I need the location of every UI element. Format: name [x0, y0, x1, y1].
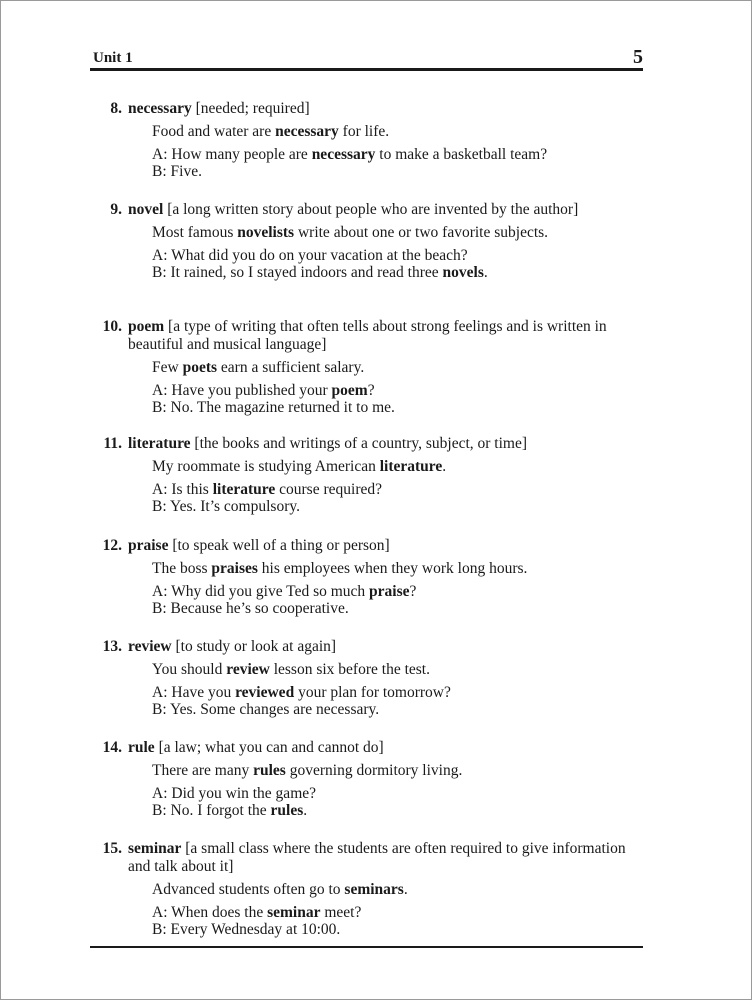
entry-definition: [a long written story about people who are invented by the author] — [167, 201, 579, 218]
entry-definition: [a type of writing that often tells about strong feelings and is written in beautiful and musical language] — [128, 318, 607, 353]
entry-number: 12. — [102, 537, 122, 554]
dialog-line-b: B: Yes. It’s compulsory. — [152, 498, 300, 515]
page-header — [90, 48, 643, 68]
dialog — [152, 583, 650, 617]
dialog-line-a: A: Have you reviewed your plan for tomorrow? — [152, 684, 451, 701]
example-sentence: There are many rules governing dormitory living. — [152, 762, 463, 779]
dialog-line-b: B: No. The magazine returned it to me. — [152, 399, 395, 416]
dialog-line-a: A: What did you do on your vacation at the beach? — [152, 247, 468, 264]
entry-word: seminar — [128, 840, 182, 857]
vocab-entry — [90, 739, 650, 819]
entry-definition: [needed; required] — [195, 100, 310, 117]
dialog-line-a: A: Did you win the game? — [152, 785, 317, 802]
vocab-entry — [90, 318, 650, 416]
entry-number: 9. — [110, 201, 122, 218]
entry-headline — [128, 638, 650, 656]
dialog-line-a: A: When does the seminar meet? — [152, 904, 362, 921]
dialog — [152, 146, 650, 180]
vocab-entry — [90, 840, 650, 938]
entry-definition: [a law; what you can and cannot do] — [158, 739, 384, 756]
entry-headline — [128, 435, 650, 453]
dialog-line-b: B: Five. — [152, 163, 202, 180]
entry-definition: [to study or look at again] — [175, 638, 337, 655]
dialog-line-a: A: Have you published your poem? — [152, 382, 375, 399]
entry-number: 15. — [102, 840, 122, 857]
example-sentence: Most famous novelists write about one or two favorite subjects. — [152, 224, 549, 241]
dialog-line-b: B: Because he’s so cooperative. — [152, 600, 349, 617]
example-sentence: You should review lesson six before the test. — [152, 661, 430, 678]
header-rule — [90, 68, 643, 71]
entry-word: review — [128, 638, 172, 655]
vocab-entry — [90, 201, 650, 281]
entry-word: necessary — [128, 100, 192, 117]
dialog — [152, 382, 650, 416]
dialog — [152, 684, 650, 718]
entry-headline — [128, 739, 650, 757]
entry-headline — [128, 318, 650, 354]
example-sentence: Advanced students often go to seminars. — [152, 881, 408, 898]
entry-word: novel — [128, 201, 164, 218]
entry-headline — [128, 537, 650, 555]
dialog-line-a: A: Is this literature course required? — [152, 481, 382, 498]
entry-definition: [to speak well of a thing or person] — [172, 537, 390, 554]
dialog — [152, 785, 650, 819]
example-sentence: The boss praises his employees when they work long hours. — [152, 560, 528, 577]
entry-definition: [the books and writings of a country, subject, or time] — [194, 435, 528, 452]
entry-word: poem — [128, 318, 165, 335]
example-sentence: Food and water are necessary for life. — [152, 123, 390, 140]
dialog-line-b: B: No. I forgot the rules. — [152, 802, 308, 819]
entry-number: 10. — [102, 318, 122, 335]
dialog-line-a: A: How many people are necessary to make a basketball team? — [152, 146, 548, 163]
dialog-line-b: B: Every Wednesday at 10:00. — [152, 921, 341, 938]
entry-headline — [128, 201, 650, 219]
entry-word: literature — [128, 435, 191, 452]
entry-definition: [a small class where the students are often required to give information and talk about it] — [128, 840, 626, 875]
entry-number: 8. — [110, 100, 122, 117]
vocab-entry — [90, 638, 650, 718]
entry-word: praise — [128, 537, 169, 554]
vocab-entry — [90, 537, 650, 617]
entry-word: rule — [128, 739, 155, 756]
dialog-line-b: B: It rained, so I stayed indoors and read three novels. — [152, 264, 488, 281]
vocab-entry — [90, 100, 650, 180]
dialog — [152, 247, 650, 281]
example-sentence: My roommate is studying American literature. — [152, 458, 447, 475]
example-sentence: Few poets earn a sufficient salary. — [152, 359, 365, 376]
dialog — [152, 904, 650, 938]
entry-number: 14. — [102, 739, 122, 756]
entry-number: 11. — [103, 435, 122, 452]
entry-headline — [128, 840, 650, 876]
footer-rule — [90, 946, 643, 948]
page-number: 5 — [633, 46, 643, 68]
unit-label: Unit 1 — [93, 50, 133, 66]
dialog-line-b: B: Yes. Some changes are necessary. — [152, 701, 380, 718]
dialog-line-a: A: Why did you give Ted so much praise? — [152, 583, 417, 600]
dialog — [152, 481, 650, 515]
entry-headline — [128, 100, 650, 118]
vocab-entry — [90, 435, 650, 515]
entry-number: 13. — [102, 638, 122, 655]
